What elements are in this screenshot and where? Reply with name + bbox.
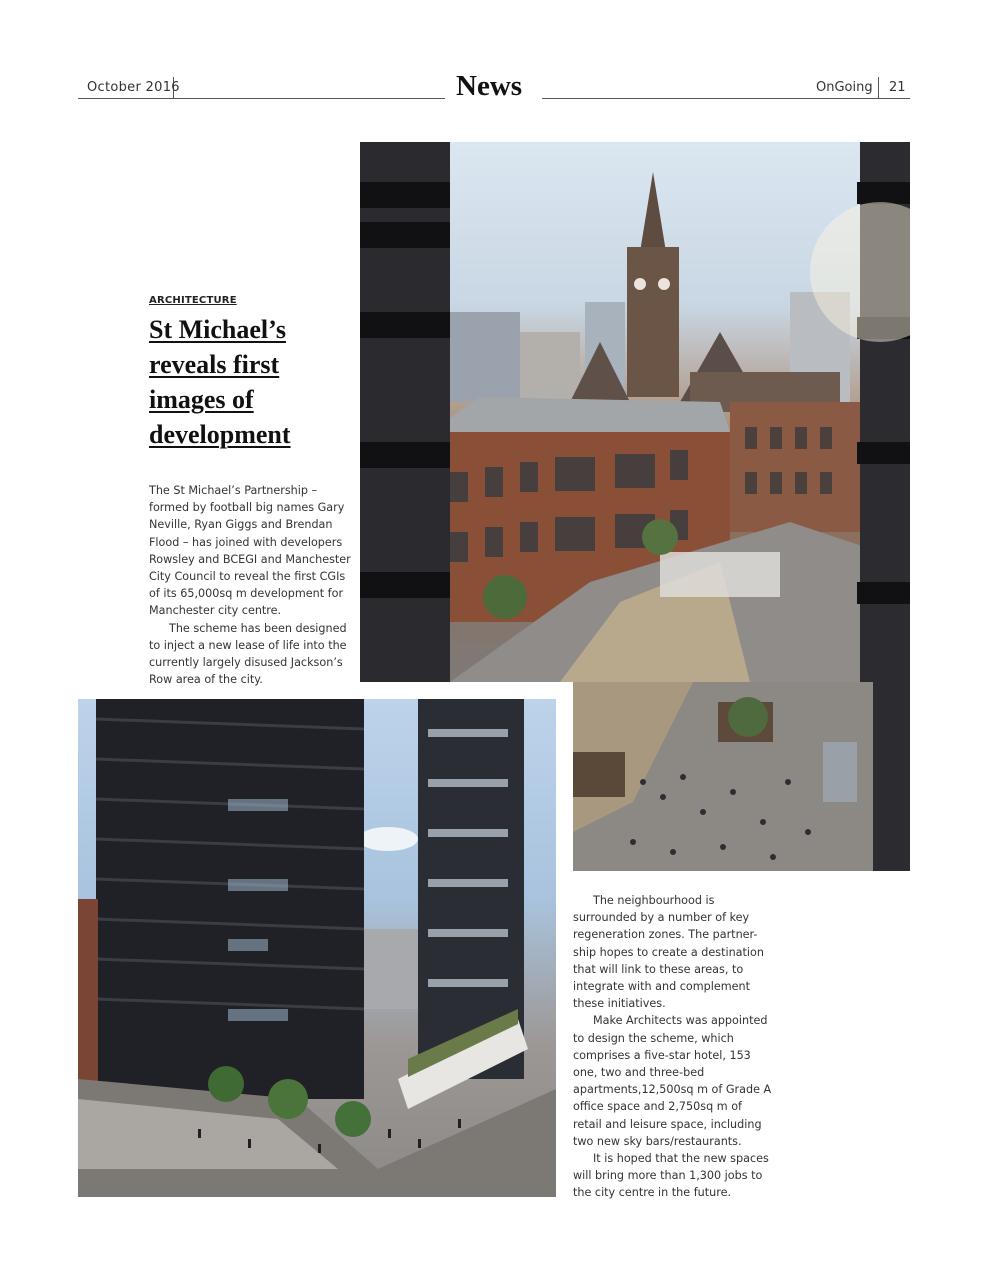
body-paragraph: The neighbourhood is surrounded by a number of key regeneration zones. The partner-ship hopes to create a destination that will link to these areas, to integrate with and complement these initiatives. bbox=[573, 894, 764, 1011]
page-number: 21 bbox=[889, 80, 906, 95]
tower-street-illustration bbox=[78, 699, 556, 1197]
section-title: News bbox=[456, 70, 523, 102]
town-hall-plaza-image bbox=[360, 142, 910, 682]
subsection-label: OnGoing bbox=[816, 80, 873, 95]
body-paragraph: Make Architects was appointed to design the scheme, which comprises a five-star hotel, 153 one, two and three-bed apartments,12,500sq m of Grade A office space and 2,750sq m of retail and leisure space, including two new sky bars/restaurants. bbox=[573, 1014, 772, 1148]
headline-line: images of bbox=[149, 385, 254, 414]
article-kicker: ARCHITECTURE bbox=[149, 295, 237, 306]
issue-date: October 2016 bbox=[87, 80, 180, 95]
tower-street-image bbox=[78, 699, 556, 1197]
plaza-crowd-image bbox=[573, 682, 910, 871]
header-rule-left bbox=[78, 98, 445, 99]
headline-line: St Michael’s bbox=[149, 315, 286, 344]
header-divider-page bbox=[878, 77, 879, 98]
headline-line: reveals first bbox=[149, 350, 280, 379]
article-body-left bbox=[149, 482, 354, 688]
header-rule-right bbox=[542, 98, 910, 99]
plaza-crowd-illustration bbox=[573, 682, 910, 871]
body-paragraph: The scheme has been designed to inject a new lease of life into the currently largely disused Jackson’s Row area of the city. bbox=[149, 621, 347, 687]
article-body-right bbox=[573, 892, 773, 1202]
body-paragraph: It is hoped that the new spaces will bring more than 1,300 jobs to the city centre in the future. bbox=[573, 1152, 769, 1200]
town-hall-plaza-illustration bbox=[360, 142, 910, 682]
article-headline bbox=[149, 312, 349, 452]
headline-line: development bbox=[149, 420, 291, 449]
body-paragraph: The St Michael’s Partnership – formed by football big names Gary Neville, Ryan Giggs and Brendan Flood – has joined with developers Rowsley and BCEGI and Manchester City Council to reveal the first CGIs of its 65,000sq m development for Manchester city centre. bbox=[149, 484, 351, 618]
